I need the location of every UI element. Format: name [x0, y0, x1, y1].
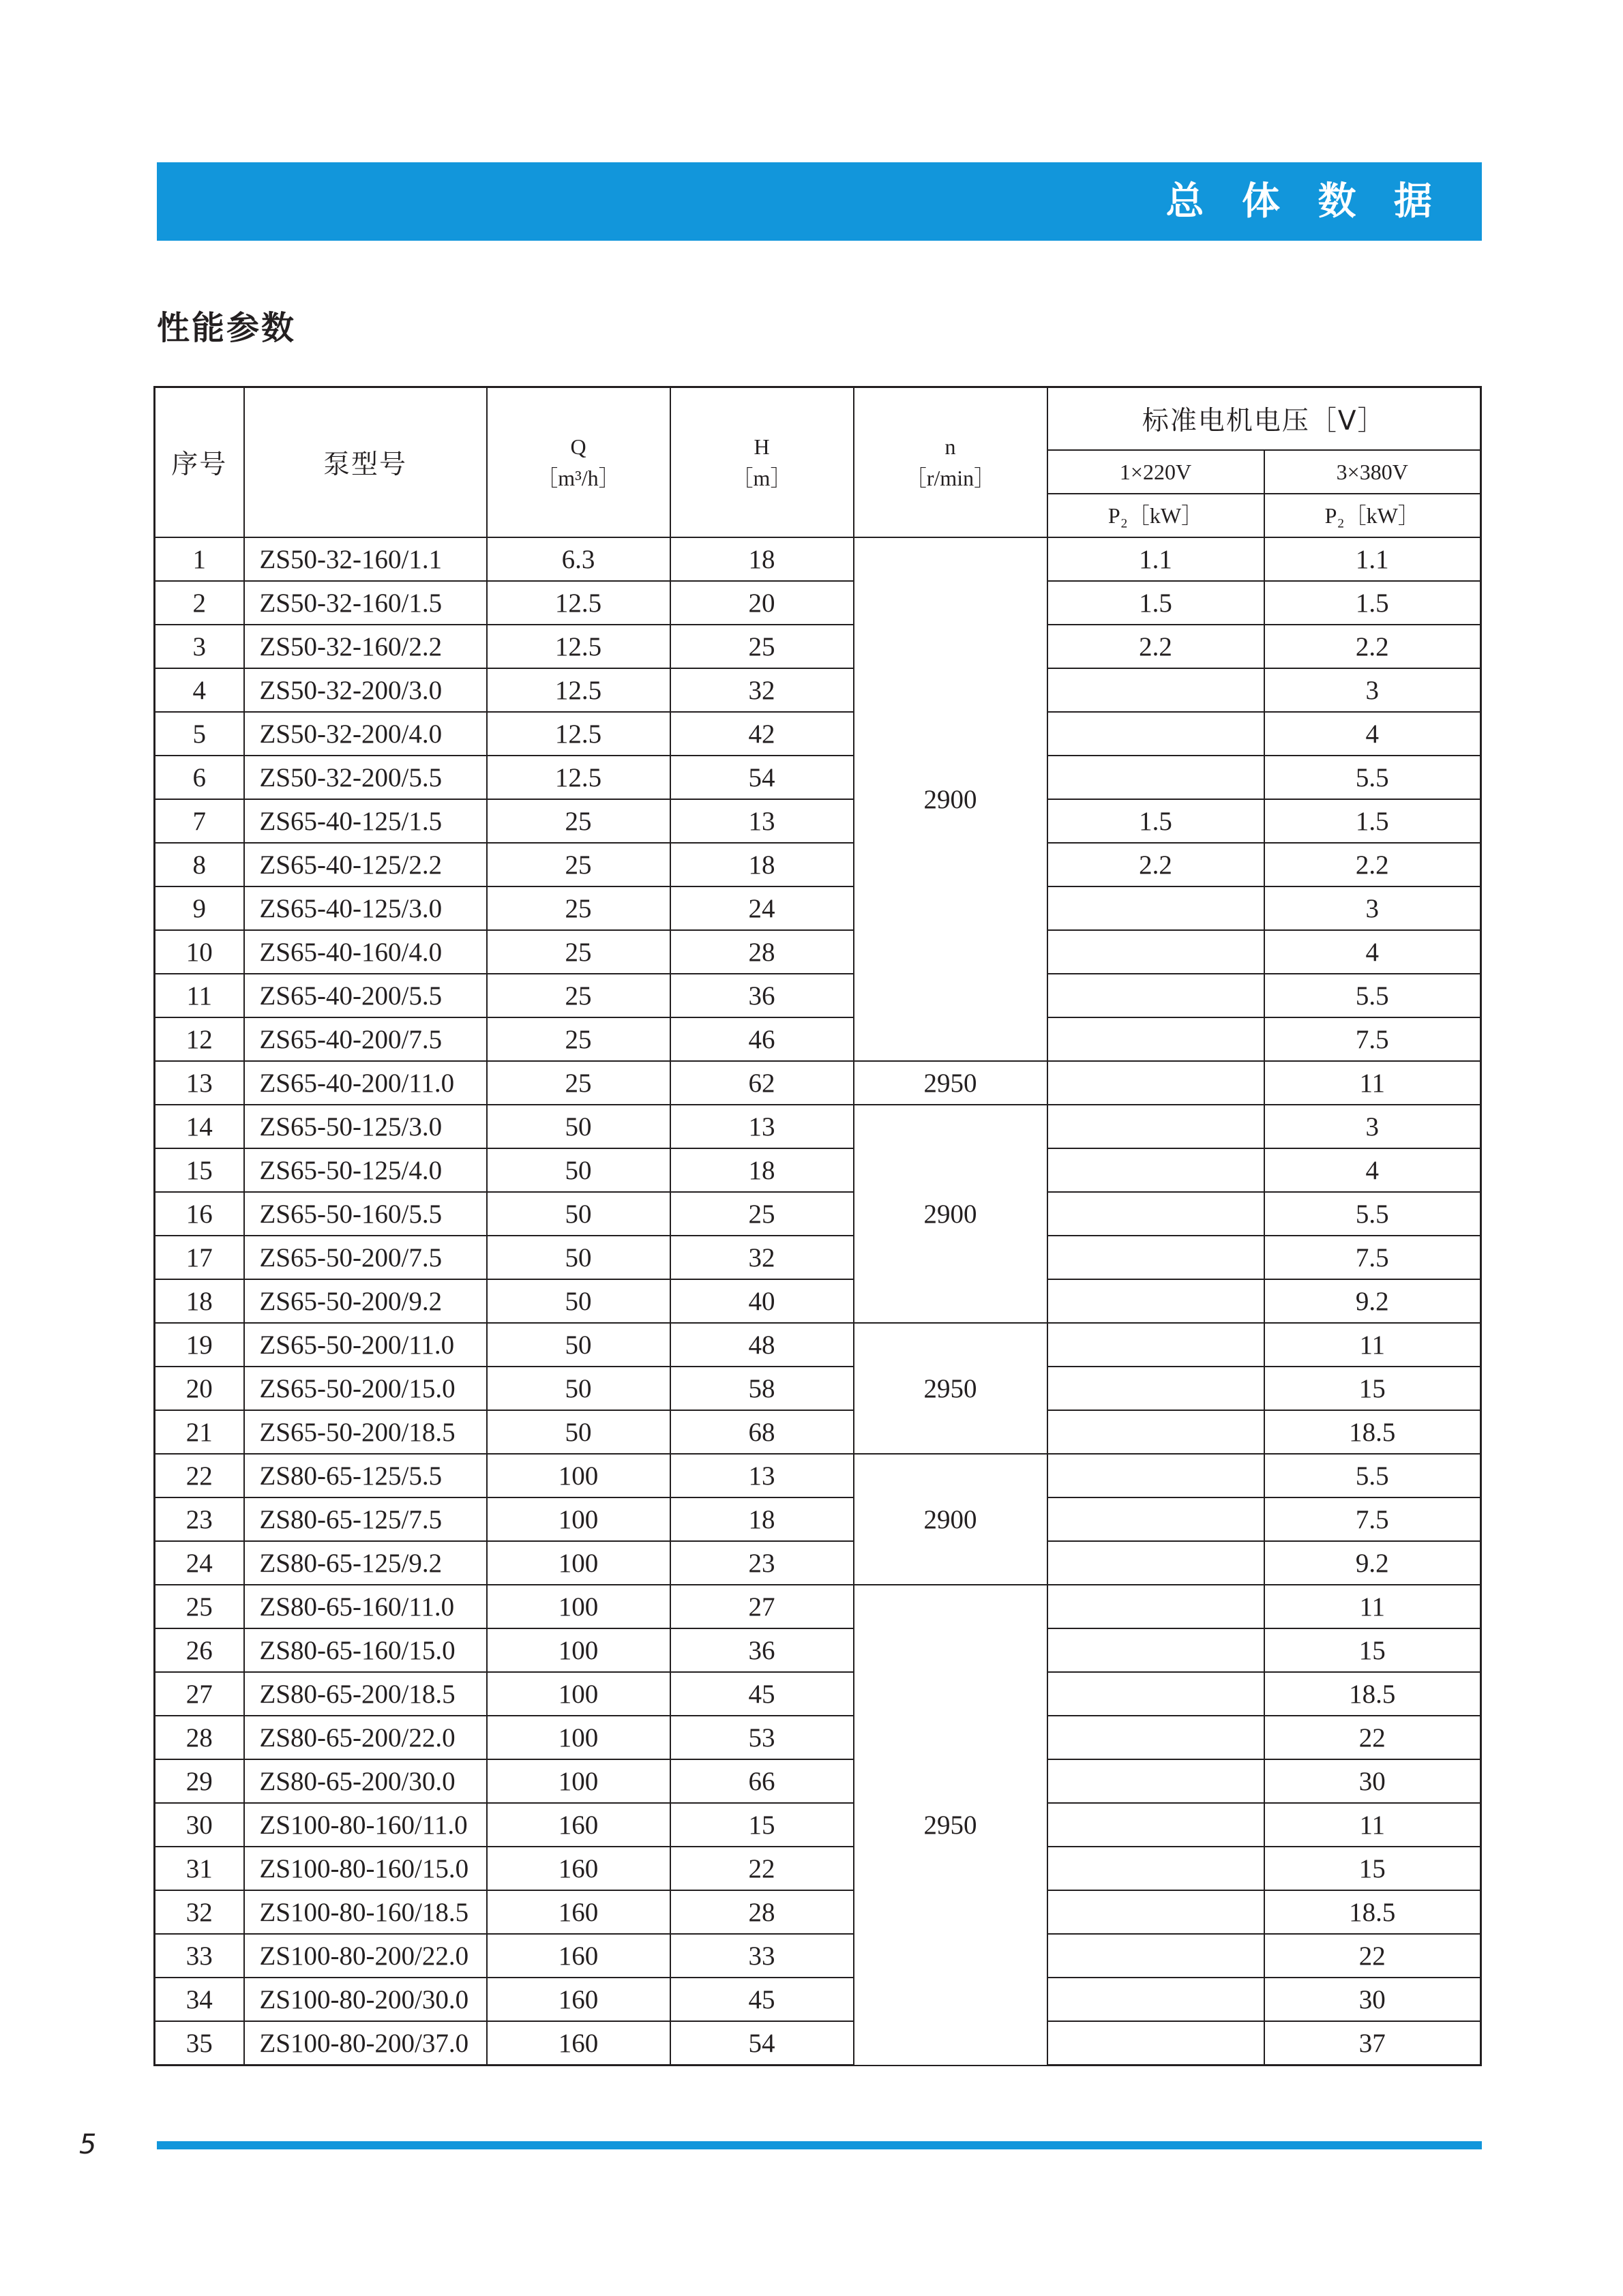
cell-p2-3phase: 11 [1264, 1803, 1481, 1847]
cell-p2-1phase: 1.1 [1047, 537, 1264, 581]
cell-model: ZS80-65-125/7.5 [244, 1497, 487, 1541]
cell-p2-1phase [1047, 1323, 1264, 1367]
table-body [155, 537, 1481, 2066]
section-title: 性能参数 [157, 309, 297, 347]
cell-p2-1phase [1047, 1890, 1264, 1934]
cell-q: 25 [487, 799, 670, 843]
cell-seq: 19 [155, 1323, 244, 1367]
cell-seq: 17 [155, 1236, 244, 1279]
cell-p2-3phase: 18.5 [1264, 1672, 1481, 1716]
cell-h: 13 [670, 1105, 854, 1148]
cell-p2-3phase: 5.5 [1264, 1454, 1481, 1497]
cell-speed: 2900 [854, 1454, 1047, 1585]
header-q-unit: ［m³/h］ [536, 466, 621, 490]
cell-h: 25 [670, 1192, 854, 1236]
cell-q: 100 [487, 1716, 670, 1759]
table-row [155, 756, 1481, 799]
cell-p2-1phase [1047, 1628, 1264, 1672]
table-row [155, 1367, 1481, 1410]
cell-h: 18 [670, 1497, 854, 1541]
cell-model: ZS65-50-200/9.2 [244, 1279, 487, 1323]
cell-speed: 2900 [854, 537, 1047, 1061]
cell-model: ZS50-32-200/5.5 [244, 756, 487, 799]
table-row [155, 1323, 1481, 1367]
cell-p2-3phase: 4 [1264, 712, 1481, 756]
cell-h: 36 [670, 1628, 854, 1672]
cell-q: 100 [487, 1672, 670, 1716]
cell-h: 36 [670, 974, 854, 1017]
table-row [155, 843, 1481, 886]
cell-h: 22 [670, 1847, 854, 1890]
cell-p2-3phase: 5.5 [1264, 1192, 1481, 1236]
table-row [155, 1017, 1481, 1061]
cell-seq: 21 [155, 1410, 244, 1454]
cell-h: 45 [670, 1978, 854, 2021]
cell-model: ZS80-65-200/18.5 [244, 1672, 487, 1716]
cell-p2-3phase: 30 [1264, 1759, 1481, 1803]
cell-h: 66 [670, 1759, 854, 1803]
cell-q: 50 [487, 1367, 670, 1410]
cell-h: 40 [670, 1279, 854, 1323]
cell-model: ZS65-40-125/1.5 [244, 799, 487, 843]
cell-p2-3phase: 7.5 [1264, 1017, 1481, 1061]
cell-p2-3phase: 22 [1264, 1934, 1481, 1978]
cell-model: ZS80-65-125/5.5 [244, 1454, 487, 1497]
cell-p2-3phase: 30 [1264, 1978, 1481, 2021]
cell-p2-1phase [1047, 756, 1264, 799]
cell-p2-3phase: 1.5 [1264, 581, 1481, 625]
cell-model: ZS80-65-160/11.0 [244, 1585, 487, 1628]
cell-model: ZS65-40-125/2.2 [244, 843, 487, 886]
cell-model: ZS50-32-160/1.1 [244, 537, 487, 581]
cell-h: 13 [670, 799, 854, 843]
cell-seq: 25 [155, 1585, 244, 1628]
cell-model: ZS50-32-200/4.0 [244, 712, 487, 756]
cell-model: ZS65-50-125/4.0 [244, 1148, 487, 1192]
cell-model: ZS65-50-160/5.5 [244, 1192, 487, 1236]
cell-model: ZS100-80-200/37.0 [244, 2021, 487, 2066]
cell-p2-3phase: 3 [1264, 668, 1481, 712]
cell-model: ZS65-40-160/4.0 [244, 930, 487, 974]
table-row [155, 1628, 1481, 1672]
cell-speed: 2900 [854, 1105, 1047, 1323]
cell-h: 32 [670, 668, 854, 712]
header-n-unit: ［r/min］ [904, 466, 996, 490]
cell-h: 24 [670, 886, 854, 930]
cell-seq: 4 [155, 668, 244, 712]
cell-q: 160 [487, 1978, 670, 2021]
header-seq: 序号 [155, 387, 244, 538]
table-row [155, 668, 1481, 712]
table-row [155, 625, 1481, 668]
cell-model: ZS80-65-200/30.0 [244, 1759, 487, 1803]
cell-speed: 2950 [854, 1061, 1047, 1105]
cell-model: ZS50-32-160/1.5 [244, 581, 487, 625]
table-row [155, 1410, 1481, 1454]
cell-seq: 24 [155, 1541, 244, 1585]
table-row [155, 1454, 1481, 1497]
cell-p2-1phase [1047, 1410, 1264, 1454]
cell-h: 18 [670, 843, 854, 886]
cell-q: 100 [487, 1454, 670, 1497]
table-row [155, 1148, 1481, 1192]
cell-seq: 14 [155, 1105, 244, 1148]
cell-p2-1phase [1047, 1759, 1264, 1803]
cell-q: 25 [487, 930, 670, 974]
cell-seq: 10 [155, 930, 244, 974]
cell-p2-1phase [1047, 1497, 1264, 1541]
table-row [155, 1759, 1481, 1803]
table-row [155, 1934, 1481, 1978]
cell-p2-3phase: 1.5 [1264, 799, 1481, 843]
header-h-label: H [754, 434, 770, 459]
cell-q: 160 [487, 1847, 670, 1890]
table-row [155, 886, 1481, 930]
header-n-label: n [944, 434, 956, 459]
cell-p2-3phase: 15 [1264, 1847, 1481, 1890]
cell-q: 25 [487, 974, 670, 1017]
cell-q: 12.5 [487, 756, 670, 799]
cell-p2-1phase [1047, 1716, 1264, 1759]
cell-seq: 13 [155, 1061, 244, 1105]
cell-p2-1phase: 1.5 [1047, 799, 1264, 843]
cell-h: 20 [670, 581, 854, 625]
cell-q: 50 [487, 1105, 670, 1148]
cell-h: 42 [670, 712, 854, 756]
cell-seq: 7 [155, 799, 244, 843]
cell-seq: 6 [155, 756, 244, 799]
header-p2-1phase: P₂［kW］ [1047, 494, 1264, 537]
cell-model: ZS80-65-125/9.2 [244, 1541, 487, 1585]
cell-p2-1phase [1047, 886, 1264, 930]
cell-h: 15 [670, 1803, 854, 1847]
cell-h: 62 [670, 1061, 854, 1105]
cell-q: 12.5 [487, 668, 670, 712]
cell-model: ZS80-65-160/15.0 [244, 1628, 487, 1672]
cell-seq: 11 [155, 974, 244, 1017]
cell-seq: 20 [155, 1367, 244, 1410]
header-voltage: 标准电机电压［V］ [1047, 387, 1481, 451]
cell-p2-1phase [1047, 712, 1264, 756]
cell-q: 50 [487, 1410, 670, 1454]
cell-q: 25 [487, 886, 670, 930]
cell-p2-3phase: 18.5 [1264, 1410, 1481, 1454]
cell-h: 58 [670, 1367, 854, 1410]
cell-p2-1phase [1047, 1148, 1264, 1192]
cell-seq: 22 [155, 1454, 244, 1497]
cell-q: 12.5 [487, 712, 670, 756]
cell-model: ZS80-65-200/22.0 [244, 1716, 487, 1759]
cell-p2-1phase [1047, 1061, 1264, 1105]
cell-h: 18 [670, 1148, 854, 1192]
cell-p2-3phase: 22 [1264, 1716, 1481, 1759]
header-q [487, 387, 670, 538]
cell-q: 50 [487, 1192, 670, 1236]
cell-p2-1phase [1047, 1541, 1264, 1585]
cell-q: 50 [487, 1236, 670, 1279]
table-row [155, 1541, 1481, 1585]
cell-q: 6.3 [487, 537, 670, 581]
cell-seq: 34 [155, 1978, 244, 2021]
header-bar [157, 162, 1482, 241]
cell-q: 100 [487, 1541, 670, 1585]
cell-p2-1phase: 2.2 [1047, 625, 1264, 668]
cell-q: 160 [487, 2021, 670, 2066]
cell-seq: 5 [155, 712, 244, 756]
cell-seq: 32 [155, 1890, 244, 1934]
cell-p2-1phase [1047, 930, 1264, 974]
cell-p2-3phase: 3 [1264, 886, 1481, 930]
performance-table [153, 386, 1482, 2066]
cell-seq: 9 [155, 886, 244, 930]
cell-model: ZS100-80-160/15.0 [244, 1847, 487, 1890]
cell-p2-1phase [1047, 1847, 1264, 1890]
cell-q: 100 [487, 1585, 670, 1628]
cell-model: ZS65-40-125/3.0 [244, 886, 487, 930]
cell-q: 25 [487, 1061, 670, 1105]
cell-q: 160 [487, 1803, 670, 1847]
cell-q: 12.5 [487, 581, 670, 625]
cell-p2-3phase: 7.5 [1264, 1236, 1481, 1279]
table-row [155, 1803, 1481, 1847]
cell-p2-1phase [1047, 668, 1264, 712]
header-q-label: Q [570, 434, 586, 459]
cell-seq: 2 [155, 581, 244, 625]
header-title: 总 体 数 据 [1165, 179, 1444, 224]
cell-seq: 27 [155, 1672, 244, 1716]
cell-seq: 8 [155, 843, 244, 886]
cell-p2-3phase: 9.2 [1264, 1279, 1481, 1323]
cell-seq: 12 [155, 1017, 244, 1061]
cell-seq: 29 [155, 1759, 244, 1803]
cell-h: 27 [670, 1585, 854, 1628]
table-row [155, 1585, 1481, 1628]
table-row [155, 1847, 1481, 1890]
cell-seq: 3 [155, 625, 244, 668]
table-row [155, 1978, 1481, 2021]
header-n [854, 387, 1047, 538]
cell-model: ZS65-40-200/11.0 [244, 1061, 487, 1105]
cell-seq: 26 [155, 1628, 244, 1672]
cell-q: 50 [487, 1323, 670, 1367]
cell-p2-3phase: 2.2 [1264, 625, 1481, 668]
cell-p2-3phase: 4 [1264, 1148, 1481, 1192]
cell-q: 50 [487, 1148, 670, 1192]
cell-seq: 16 [155, 1192, 244, 1236]
cell-p2-1phase [1047, 1585, 1264, 1628]
cell-p2-3phase: 15 [1264, 1367, 1481, 1410]
cell-q: 25 [487, 843, 670, 886]
cell-p2-1phase [1047, 1978, 1264, 2021]
cell-q: 12.5 [487, 625, 670, 668]
table-row [155, 1236, 1481, 1279]
table-row [155, 1061, 1481, 1105]
cell-model: ZS50-32-200/3.0 [244, 668, 487, 712]
table-row [155, 1890, 1481, 1934]
cell-seq: 35 [155, 2021, 244, 2066]
cell-h: 54 [670, 756, 854, 799]
cell-p2-1phase [1047, 1934, 1264, 1978]
cell-p2-3phase: 1.1 [1264, 537, 1481, 581]
cell-h: 46 [670, 1017, 854, 1061]
cell-model: ZS65-40-200/5.5 [244, 974, 487, 1017]
cell-p2-1phase [1047, 1192, 1264, 1236]
cell-p2-3phase: 11 [1264, 1323, 1481, 1367]
cell-seq: 23 [155, 1497, 244, 1541]
cell-p2-1phase [1047, 1279, 1264, 1323]
cell-p2-3phase: 4 [1264, 930, 1481, 974]
cell-p2-1phase [1047, 1367, 1264, 1410]
cell-seq: 18 [155, 1279, 244, 1323]
cell-p2-3phase: 3 [1264, 1105, 1481, 1148]
cell-q: 50 [487, 1279, 670, 1323]
header-v3: 3×380V [1264, 450, 1481, 494]
cell-model: ZS100-80-160/18.5 [244, 1890, 487, 1934]
cell-speed: 2950 [854, 1585, 1047, 2066]
cell-h: 28 [670, 1890, 854, 1934]
table-row [155, 1672, 1481, 1716]
footer-line [157, 2141, 1482, 2149]
cell-h: 23 [670, 1541, 854, 1585]
cell-p2-1phase: 2.2 [1047, 843, 1264, 886]
header-h [670, 387, 854, 538]
table-row [155, 2021, 1481, 2066]
cell-p2-3phase: 2.2 [1264, 843, 1481, 886]
cell-q: 100 [487, 1759, 670, 1803]
cell-seq: 33 [155, 1934, 244, 1978]
cell-model: ZS65-50-125/3.0 [244, 1105, 487, 1148]
header-model: 泵型号 [244, 387, 487, 538]
cell-p2-1phase [1047, 1105, 1264, 1148]
header-h-unit: ［m］ [731, 466, 792, 490]
cell-p2-1phase [1047, 974, 1264, 1017]
cell-seq: 31 [155, 1847, 244, 1890]
page-number: 5 [79, 2129, 97, 2160]
cell-seq: 15 [155, 1148, 244, 1192]
cell-p2-3phase: 7.5 [1264, 1497, 1481, 1541]
table-row [155, 930, 1481, 974]
cell-model: ZS100-80-160/11.0 [244, 1803, 487, 1847]
table-row [155, 712, 1481, 756]
cell-h: 48 [670, 1323, 854, 1367]
cell-speed: 2950 [854, 1323, 1047, 1454]
table-row [155, 1716, 1481, 1759]
cell-q: 25 [487, 1017, 670, 1061]
cell-h: 25 [670, 625, 854, 668]
table-row [155, 537, 1481, 581]
cell-h: 68 [670, 1410, 854, 1454]
cell-p2-3phase: 5.5 [1264, 974, 1481, 1017]
cell-model: ZS100-80-200/30.0 [244, 1978, 487, 2021]
table-row [155, 1497, 1481, 1541]
cell-model: ZS50-32-160/2.2 [244, 625, 487, 668]
cell-q: 160 [487, 1890, 670, 1934]
cell-h: 54 [670, 2021, 854, 2066]
cell-p2-3phase: 18.5 [1264, 1890, 1481, 1934]
cell-p2-1phase [1047, 1454, 1264, 1497]
cell-p2-1phase [1047, 1236, 1264, 1279]
cell-seq: 30 [155, 1803, 244, 1847]
cell-p2-1phase [1047, 1672, 1264, 1716]
cell-p2-3phase: 11 [1264, 1585, 1481, 1628]
cell-h: 32 [670, 1236, 854, 1279]
cell-h: 33 [670, 1934, 854, 1978]
table-row [155, 799, 1481, 843]
cell-h: 28 [670, 930, 854, 974]
cell-p2-3phase: 37 [1264, 2021, 1481, 2066]
cell-p2-3phase: 9.2 [1264, 1541, 1481, 1585]
cell-model: ZS100-80-200/22.0 [244, 1934, 487, 1978]
cell-model: ZS65-50-200/15.0 [244, 1367, 487, 1410]
table-row [155, 1279, 1481, 1323]
cell-p2-1phase [1047, 1017, 1264, 1061]
cell-p2-1phase [1047, 1803, 1264, 1847]
header-p2-3phase: P₂［kW］ [1264, 494, 1481, 537]
cell-h: 53 [670, 1716, 854, 1759]
table-row [155, 1105, 1481, 1148]
cell-q: 100 [487, 1628, 670, 1672]
cell-seq: 28 [155, 1716, 244, 1759]
cell-p2-3phase: 15 [1264, 1628, 1481, 1672]
cell-q: 160 [487, 1934, 670, 1978]
table-row [155, 974, 1481, 1017]
cell-seq: 1 [155, 537, 244, 581]
cell-h: 13 [670, 1454, 854, 1497]
cell-p2-1phase [1047, 2021, 1264, 2066]
cell-h: 18 [670, 537, 854, 581]
cell-q: 100 [487, 1497, 670, 1541]
cell-model: ZS65-50-200/18.5 [244, 1410, 487, 1454]
cell-model: ZS65-50-200/11.0 [244, 1323, 487, 1367]
cell-h: 45 [670, 1672, 854, 1716]
cell-p2-1phase: 1.5 [1047, 581, 1264, 625]
header-v1: 1×220V [1047, 450, 1264, 494]
cell-p2-3phase: 5.5 [1264, 756, 1481, 799]
cell-model: ZS65-40-200/7.5 [244, 1017, 487, 1061]
table-row [155, 581, 1481, 625]
cell-model: ZS65-50-200/7.5 [244, 1236, 487, 1279]
table-row [155, 1192, 1481, 1236]
cell-p2-3phase: 11 [1264, 1061, 1481, 1105]
